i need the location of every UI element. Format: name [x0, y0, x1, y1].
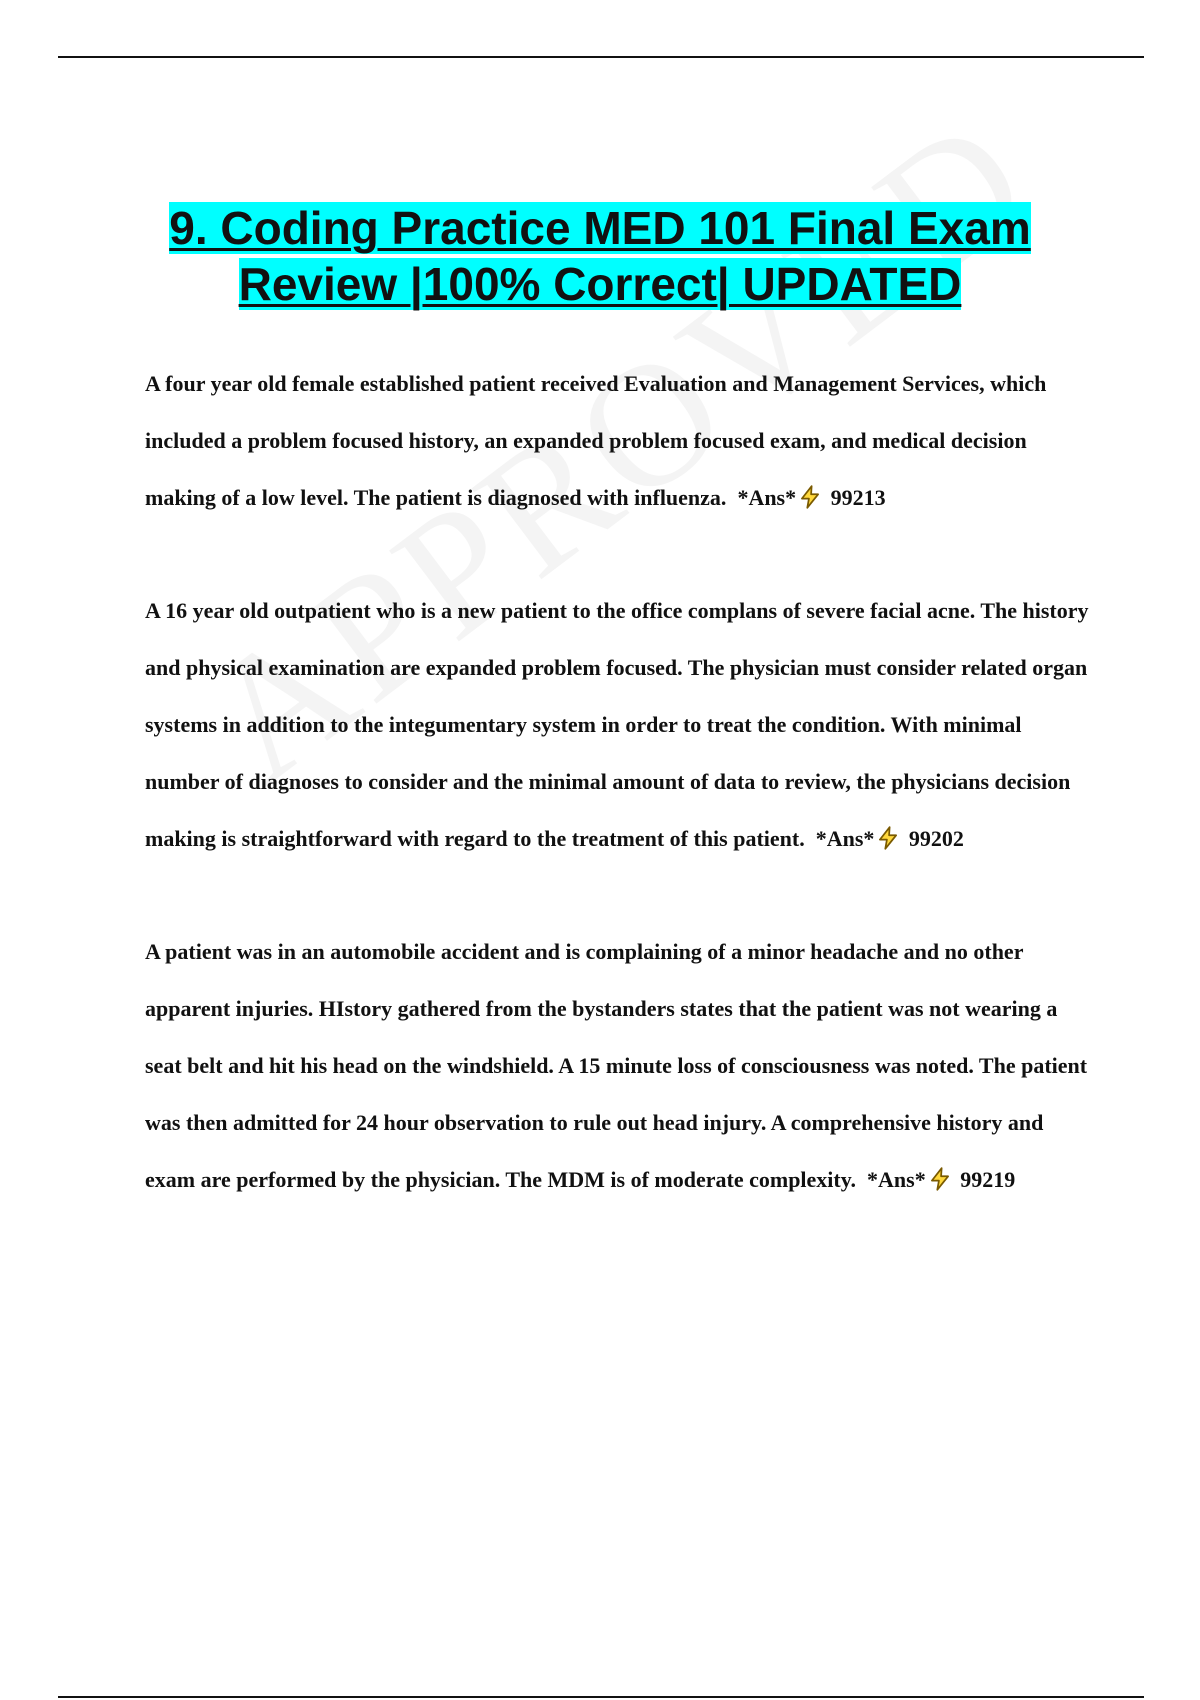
answer-code: 99213 — [830, 485, 886, 510]
answer-label: *Ans* — [815, 826, 875, 851]
lightning-bolt-icon — [875, 825, 901, 851]
question-text: A 16 year old outpatient who is a new patient to the office complans of severe facial acne. The history and physical examination are expanded problem focused. The physician must consider related organ systems in addition to the integumentary system in order to treat the condition. With minimal number of diagnoses to consider and the minimal amount of data to review, the physicians decision making is straightforward with regard to the treatment of this patient. — [145, 598, 1089, 851]
answer-label: *Ans* — [867, 1167, 926, 1192]
page-title — [60, 200, 1140, 312]
question-item — [145, 923, 1090, 1208]
lightning-bolt-icon — [797, 484, 823, 510]
question-text: A patient was in an automobile accident and is complaining of a minor headache and no other apparent injuries. HIstory gathered from the bystanders states that the patient was not wearing a seat belt and hit his head on the windshield. A 15 minute loss of consciousness was noted. The patient was then admitted for 24 hour observation to rule out head injury. A comprehensive history and exam are performed by the physician. The MDM is of moderate complexity. — [145, 939, 1088, 1192]
answer-code: 99202 — [908, 826, 964, 851]
answer-code: 99219 — [960, 1167, 1016, 1192]
question-item — [145, 355, 1090, 526]
bottom-rule — [58, 1696, 1144, 1698]
question-list — [145, 355, 1090, 1264]
question-text: A four year old female established patient received Evaluation and Management Services, which included a problem focused history, an expanded problem focused exam, and medical decision making of a low level. The patient is diagnosed with influenza. — [145, 371, 1047, 510]
question-item — [145, 582, 1090, 867]
lightning-bolt-icon — [927, 1166, 953, 1192]
top-rule — [58, 56, 1144, 58]
title-line-1: 9. Coding Practice MED 101 Final Exam — [169, 202, 1031, 254]
answer-label: *Ans* — [737, 485, 797, 510]
title-line-2: Review |100% Correct| UPDATED — [238, 258, 962, 310]
